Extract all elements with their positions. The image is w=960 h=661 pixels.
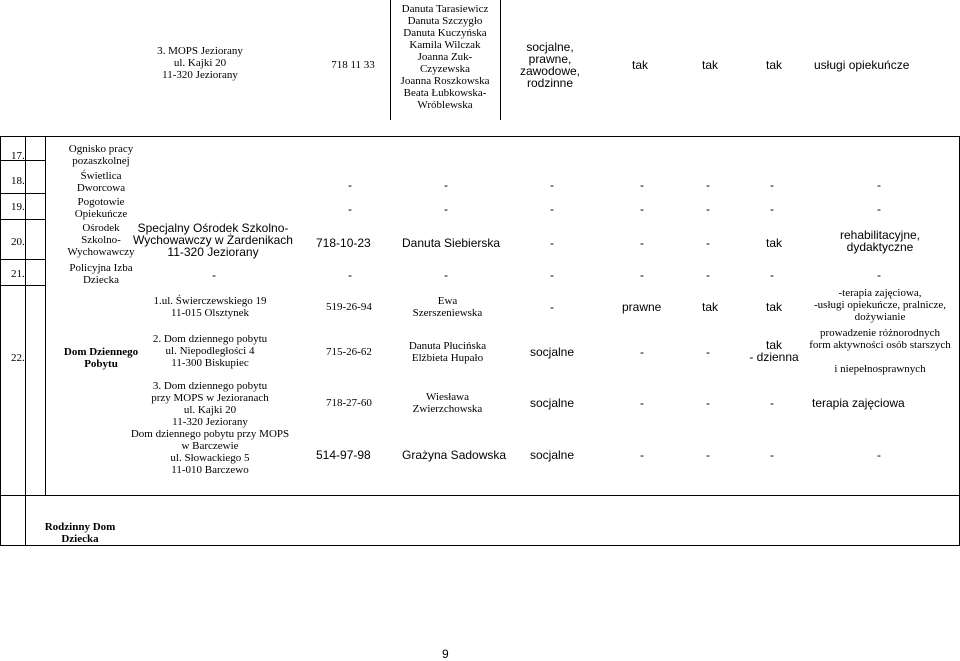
cell-type: Ognisko pracy pozaszkolnej — [68, 143, 134, 167]
dash: - — [706, 448, 710, 462]
cell-services: usługi opiekuńcze — [814, 58, 910, 72]
dash: - — [550, 178, 554, 192]
cell-type: Ośrodek Szkolno- Wychowawczy — [67, 222, 135, 258]
rule — [0, 136, 960, 137]
cell-type: Świetlica Dworcowa — [76, 170, 126, 194]
rule — [0, 495, 960, 496]
dash: - — [770, 396, 774, 410]
cell-address: 3. MOPS Jeziorany ul. Kajki 20 11-320 Jeziorany — [157, 45, 243, 81]
row-number: 19. — [11, 201, 25, 213]
dash: - — [640, 448, 644, 462]
cell-counseling: socjalne, prawne, zawodowe, rodzinne — [519, 40, 581, 90]
cell-counseling: prawne — [622, 300, 662, 314]
dash: - — [550, 268, 554, 282]
cell-counseling: socjalne — [530, 396, 575, 410]
dash: - — [706, 202, 710, 216]
row-number: 20. — [11, 236, 25, 248]
dash: - — [770, 268, 774, 282]
row-number: 17. — [11, 150, 25, 162]
rule — [0, 193, 45, 194]
dash: - — [640, 345, 644, 359]
rule — [0, 259, 45, 260]
dash: - — [640, 236, 644, 250]
cell-flag: tak — [766, 58, 783, 72]
dash: - — [444, 202, 448, 216]
cell-flag: tak — [766, 300, 783, 314]
cell-staff: Danuta Siebierska — [402, 236, 501, 250]
cell-staff: Danuta Tarasiewicz Danuta Szczygło Danuta Kuczyńska Kamila Wilczak Joanna Zuk- Czyzewska Joanna Roszkowska Beata Łubkowska- Wróblewska — [400, 3, 490, 111]
dash: - — [640, 396, 644, 410]
cell-phone: 715-26-62 — [326, 346, 372, 358]
dash: - — [770, 202, 774, 216]
cell-phone: 718 11 33 — [331, 59, 375, 71]
dash: - — [640, 268, 644, 282]
cell-type: Pogotowie Opiekuńcze — [74, 196, 128, 220]
cell-flag: tak - dzienna — [749, 338, 799, 364]
cell-flag: tak — [766, 236, 783, 250]
rule — [0, 219, 45, 220]
page-number: 9 — [442, 647, 449, 661]
rule — [500, 0, 501, 120]
dash: - — [706, 236, 710, 250]
dash: - — [212, 268, 216, 282]
dash: - — [706, 178, 710, 192]
cell-services: terapia zajęciowa — [812, 396, 905, 410]
cell-address: 2. Dom dziennego pobytu ul. Niepodległości 4 11-300 Biskupiec — [152, 333, 268, 369]
rule — [25, 136, 26, 545]
dash: - — [877, 202, 881, 216]
dash: - — [706, 396, 710, 410]
dash: - — [706, 268, 710, 282]
rule — [0, 545, 960, 546]
cell-flag: tak — [702, 58, 719, 72]
row-number: 18. — [11, 175, 25, 187]
cell-services: -terapia zajęciowa, -usługi opiekuńcze, pralnicze, dożywianie — [814, 287, 946, 323]
dash: - — [550, 236, 554, 250]
cell-type: Rodzinny Dom Dziecka — [44, 521, 116, 545]
cell-flag: tak — [702, 300, 719, 314]
cell-type: Policyjna Izba Dziecka — [69, 262, 133, 286]
cell-address: 1.ul. Świerczewskiego 19 11-015 Olsztynek — [153, 295, 267, 319]
dash: - — [550, 202, 554, 216]
cell-counseling: socjalne — [530, 345, 575, 359]
cell-flag: tak — [632, 58, 649, 72]
cell-phone: 519-26-94 — [326, 301, 372, 313]
dash: - — [640, 178, 644, 192]
dash: - — [444, 178, 448, 192]
cell-staff: Ewa Szerszeniewska — [412, 295, 483, 319]
cell-staff: Danuta Płucińska Elżbieta Hupało — [408, 340, 487, 364]
cell-staff: Wiesława Zwierzchowska — [412, 391, 483, 415]
dash: - — [770, 178, 774, 192]
row-number: 22. — [11, 352, 25, 364]
dash: - — [877, 448, 881, 462]
dash: - — [550, 300, 554, 314]
cell-counseling: socjalne — [530, 448, 575, 462]
cell-phone: 718-10-23 — [316, 236, 371, 250]
cell-phone: 718-27-60 — [326, 397, 372, 409]
cell-services: rehabilitacyjne, dydaktyczne — [839, 228, 921, 254]
dash: - — [877, 268, 881, 282]
dash: - — [444, 268, 448, 282]
row-number: 21. — [11, 268, 25, 280]
cell-services: prowadzenie różnorodnych form aktywności osób starszych i niepełnosprawnych — [809, 327, 951, 375]
dash: - — [770, 448, 774, 462]
cell-staff: Grażyna Sadowska — [402, 448, 507, 462]
rule — [0, 285, 45, 286]
dash: - — [348, 268, 352, 282]
rule — [0, 136, 1, 545]
dash: - — [640, 202, 644, 216]
dash: - — [348, 202, 352, 216]
cell-address: Specjalny Ośrodek Szkolno- Wychowawczy w Żardenikach 11-320 Jeziorany — [133, 221, 293, 259]
cell-address: 3. Dom dziennego pobytu przy MOPS w Jezioranach ul. Kajki 20 11-320 Jeziorany Dom dziennego pobytu przy MOPS w Barczewie ul. Słowackiego 5 11-010 Barczewo — [130, 380, 290, 476]
cell-phone: 514-97-98 — [316, 448, 371, 462]
dash: - — [706, 345, 710, 359]
dash: - — [348, 178, 352, 192]
dash: - — [877, 178, 881, 192]
cell-type: Dom Dziennego Pobytu — [63, 346, 139, 370]
